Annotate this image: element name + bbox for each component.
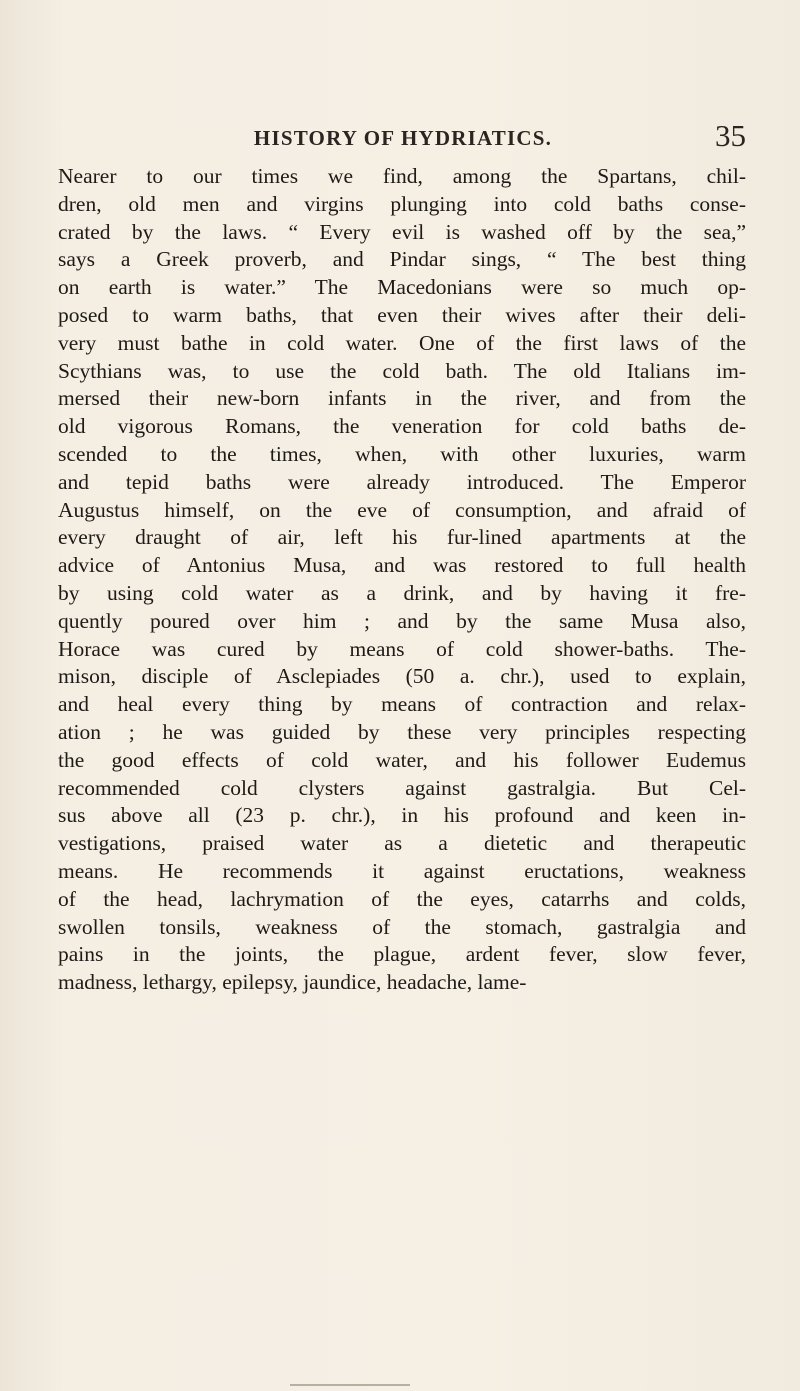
text-line: and heal every thing by means of contraction and relax- (58, 692, 746, 717)
text-line: vestigations, praised water as a dietetic and therapeutic (58, 831, 746, 856)
text-line: old vigorous Romans, the veneration for cold baths de- (58, 414, 746, 439)
text-line: Augustus himself, on the eve of consumption, and afraid of (58, 497, 746, 522)
text-line: sus above all (23 p. chr.), in his profound and keen in- (58, 803, 746, 828)
text-line: mersed their new-born infants in the river, and from the (58, 386, 746, 411)
page-number: 35 (715, 118, 746, 153)
page-bottom-rule (290, 1384, 410, 1386)
body-text (58, 163, 746, 997)
text-line: ation ; he was guided by these very principles respecting (58, 719, 746, 744)
text-line: Horace was cured by means of cold shower-baths. The- (58, 636, 746, 661)
text-line: says a Greek proverb, and Pindar sings, “ The best thing (58, 247, 746, 272)
text-line: means. He recommends it against eructations, weakness (58, 858, 746, 883)
text-line: Scythians was, to use the cold bath. The old Italians im- (58, 358, 746, 383)
text-line: and tepid baths were already introduced. The Emperor (58, 469, 746, 494)
text-line: quently poured over him ; and by the same Musa also, (58, 608, 746, 633)
text-line: crated by the laws. “ Every evil is washed off by the sea,” (58, 219, 746, 244)
text-line: scended to the times, when, with other luxuries, warm (58, 441, 746, 466)
text-line: Nearer to our times we find, among the Spartans, chil- (58, 164, 746, 188)
text-line: of the head, lachrymation of the eyes, catarrhs and colds, (58, 886, 746, 911)
text-line: madness, lethargy, epilepsy, jaundice, headache, lame- (58, 970, 527, 995)
running-head-title: HISTORY OF HYDRIATICS. (253, 126, 553, 150)
text-line: posed to warm baths, that even their wives after their deli- (58, 302, 746, 327)
text-line: every draught of air, left his fur-lined apartments at the (58, 525, 746, 550)
text-line: on earth is water.” The Macedonians were so much op- (58, 275, 746, 300)
running-head (60, 118, 746, 158)
text-line: advice of Antonius Musa, and was restored to full health (58, 553, 746, 578)
text-line: mison, disciple of Asclepiades (50 a. chr.), used to explain, (58, 664, 746, 689)
text-line: the good effects of cold water, and his follower Eudemus (58, 747, 746, 772)
text-line: by using cold water as a drink, and by having it fre- (58, 580, 746, 605)
text-line: pains in the joints, the plague, ardent fever, slow fever, (58, 942, 746, 967)
text-line: dren, old men and virgins plunging into cold baths conse- (58, 191, 746, 216)
text-line: very must bathe in cold water. One of the first laws of the (58, 330, 746, 355)
text-line: swollen tonsils, weakness of the stomach, gastralgia and (58, 914, 746, 939)
text-line: recommended cold clysters against gastralgia. But Cel- (58, 775, 746, 800)
